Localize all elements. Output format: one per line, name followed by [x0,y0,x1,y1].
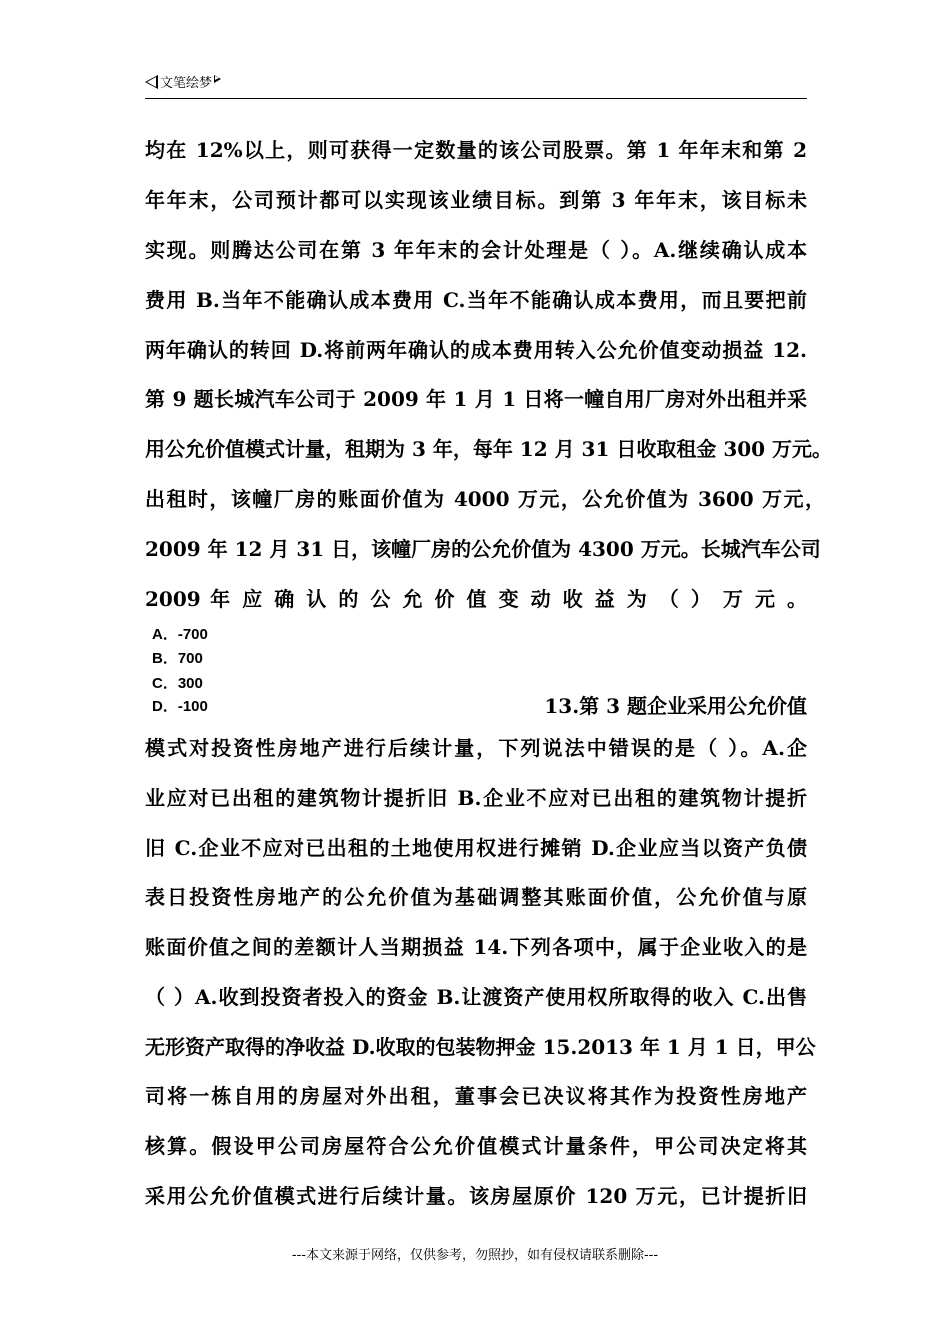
body-line: 2009 年 12 月 31 日，该幢厂房的公允价值为 4300 万元。长城汽车公司 [145,537,821,561]
body-line: 采用公允价值模式进行后续计量。该房屋原价 120 万元，已计提折旧 [145,1184,807,1208]
answer-option-c: C．300 [152,675,203,692]
triangle-right-icon [214,75,221,83]
body-line: 年年末，公司预计都可以实现该业绩目标。到第 3 年年末，该目标未 [145,188,807,212]
body-line: 两年确认的转回 D.将前两年确认的成本费用转入公允价值变动损益 12. [145,338,807,362]
body-line: 用公允价值模式计量，租期为 3 年，每年 12 月 31 日收取租金 300 万元。 [145,437,833,461]
page-footer: ---本文来源于网络，仅供参考，勿照抄，如有侵权请联系删除--- [291,1248,659,1263]
triangle-left-icon [145,75,158,89]
body-line: 旧 C.企业不应对已出租的土地使用权进行摊销 D.企业应当以资产负债 [145,836,807,860]
answer-option-a: A．-700 [152,626,208,643]
body-line: 模式对投资性房地产进行后续计量，下列说法中错误的是（ ）。A.企 [145,736,807,760]
body-line: 实现。则腾达公司在第 3 年年末的会计处理是（ ）。A.继续确认成本 [145,238,807,262]
body-line: 账面价值之间的差额计人当期损益 14.下列各项中，属于企业收入的是 [145,935,807,959]
body-line: 业应对已出租的建筑物计提折旧 B.企业不应对已出租的建筑物计提折 [145,786,807,810]
body-line: 无形资产取得的净收益 D.收取的包装物押金 15.2013 年 1 月 1 日，甲公 [145,1035,816,1059]
header-title: 文笔绘梦 [160,76,213,91]
body-line: 司将一栋自用的房屋对外出租，董事会已决议将其作为投资性房地产 [145,1084,807,1108]
question-13-start: 13.第 3 题企业采用公允价值 [544,694,807,718]
body-line: 2009 年 应 确 认 的 公 允 价 值 变 动 收 益 为 （ ） 万 元 。 [145,587,807,611]
page-header [145,74,807,99]
body-line: 表日投资性房地产的公允价值为基础调整其账面价值，公允价值与原 [145,885,807,909]
body-line: 核算。假设甲公司房屋符合公允价值模式计量条件，甲公司决定将其 [145,1134,807,1158]
body-line: （ ）A.收到投资者投入的资金 B.让渡资产使用权所取得的收入 C.出售 [145,985,807,1009]
body-line: 费用 B.当年不能确认成本费用 C.当年不能确认成本费用，而且要把前 [145,288,807,312]
body-line: 出租时，该幢厂房的账面价值为 4000 万元，公允价值为 3600 万元， [145,487,825,511]
body-line: 均在 12%以上，则可获得一定数量的该公司股票。第 1 年年末和第 2 [145,138,807,162]
answer-option-b: B．700 [152,650,203,667]
body-line: 第 9 题长城汽车公司于 2009 年 1 月 1 日将一幢自用厂房对外出租并采 [145,387,807,411]
answer-option-d: D．-100 [152,698,208,715]
header-title-group [145,74,221,94]
